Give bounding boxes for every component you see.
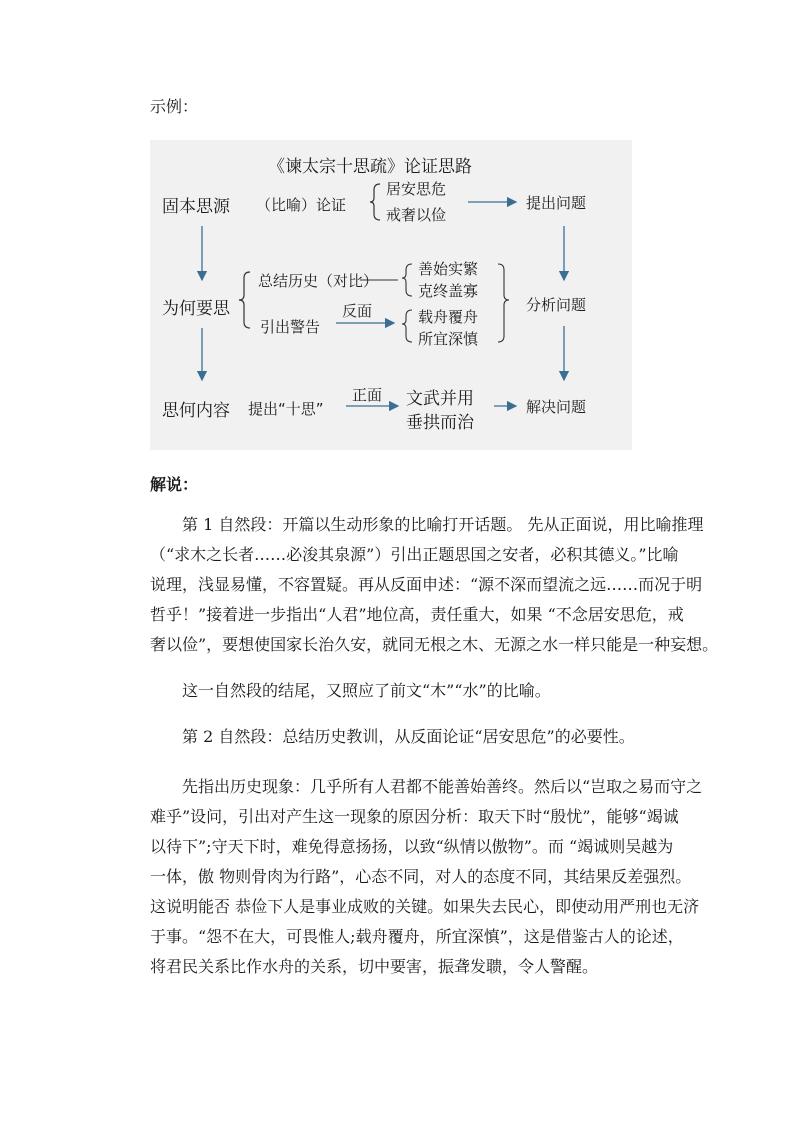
- paragraph-line: 一体，傲 物则骨肉为行路”，心态不同，对人的态度不同，其结果反差强烈。: [150, 867, 692, 886]
- node-tichu-shisi: 提出“十思”: [248, 400, 324, 418]
- paragraph-4: [150, 772, 706, 982]
- paragraph-2: [150, 676, 706, 706]
- label-fanmian: 反面: [342, 302, 373, 320]
- paragraph-line: 奢以俭”，要想使国家长治久安，就同无根之木、无源之水一样只能是一种妄想。: [150, 635, 719, 654]
- node-gubensiyuan: 固本思源: [162, 197, 230, 217]
- paragraph-line: 于事。“怨不在大，可畏惟人;载舟覆舟，所宜深慎”，这是借鉴古人的论述，: [150, 927, 684, 946]
- node-zaizhou-fuzhou: 载舟覆舟: [418, 308, 479, 326]
- node-chuigong-erzhi: 垂拱而治: [406, 413, 474, 433]
- diagram-title: 《谏太宗十思疏》论证思路: [268, 157, 472, 177]
- node-shanshi-shifan: 善始实繁: [418, 260, 479, 278]
- node-sihe-neirong: 思何内容: [162, 401, 230, 421]
- argument-diagram: [150, 140, 632, 450]
- paragraph-line: 这一自然段的结尾，又照应了前文“木”“水”的比喻。: [150, 681, 551, 700]
- brace-row1: [370, 184, 380, 220]
- node-weihe-yaosi: 为何要思: [162, 299, 230, 319]
- paragraph-line: 将君民关系比作水舟的关系，切中要害，振聋发聩，令人警醒。: [150, 957, 599, 976]
- paragraph-line: 第 1 自然段：开篇以生动形象的比喻打开话题。 先从正面说，用比喻推理: [150, 515, 704, 534]
- paragraph-line: （“求木之长者……必浚其泉源”）引出正题思国之安者，必积其德义。”比喻: [150, 545, 679, 564]
- node-wenwu-bingyong: 文武并用: [406, 389, 474, 409]
- node-juan-si-wei: 居安思危: [386, 180, 447, 198]
- node-zongjie-lishi: 总结历史（对比）: [258, 272, 379, 290]
- paragraph-3: [150, 722, 706, 752]
- node-kezhong-gaigua: 克终盖寡: [418, 282, 479, 300]
- paragraph-line: 这说明能否 恭俭下人是事业成败的关键。如果失去民心，即使动用严刑也无济: [150, 897, 700, 916]
- paragraph-line: 说理，浅显易懂，不容置疑。再从反面申述：“源不深而望流之远……而况于明: [150, 575, 703, 594]
- paragraph-line: 哲乎！”接着进一步指出“人君”地位高，责任重大，如果 “不念居安思危，戒: [150, 605, 684, 624]
- section-heading: 解说：: [150, 475, 199, 494]
- brace-row2-right: [498, 264, 509, 342]
- brace-row2-left: [239, 272, 250, 328]
- node-jie-she-yi-jian: 戒奢以俭: [386, 206, 447, 224]
- brace-group2-left: [402, 310, 412, 342]
- node-suoyi-shenshen: 所宜深慎: [418, 330, 479, 348]
- paragraph-line: 难乎”设问，引出对产生这一现象的原因分析：取天下时“殷忧”，能够“竭诚: [150, 807, 679, 826]
- paragraph-1: [150, 510, 719, 660]
- node-tichu-wenti: 提出问题: [526, 194, 587, 212]
- label-zhengmian: 正面: [352, 386, 383, 404]
- paragraph-line: 先指出历史现象：几乎所有人君都不能善始善终。然后以“岂取之易而守之: [150, 777, 703, 796]
- paragraph-line: 以待下”;守天下时，难免得意扬扬，以致“纵情以傲物”。而 “竭诚则吴越为: [150, 837, 674, 856]
- brace-group1-left: [402, 264, 412, 296]
- example-label: 示例：: [150, 97, 199, 116]
- node-fenxi-wenti: 分析问题: [526, 296, 587, 314]
- node-yinchu-jinggao: 引出警告: [260, 318, 321, 336]
- node-biyu-lunzheng: （比喻）论证: [256, 196, 347, 214]
- node-jiejue-wenti: 解决问题: [526, 398, 587, 416]
- paragraph-line: 第 2 自然段：总结历史教训，从反面论证“居安思危”的必要性。: [150, 727, 635, 746]
